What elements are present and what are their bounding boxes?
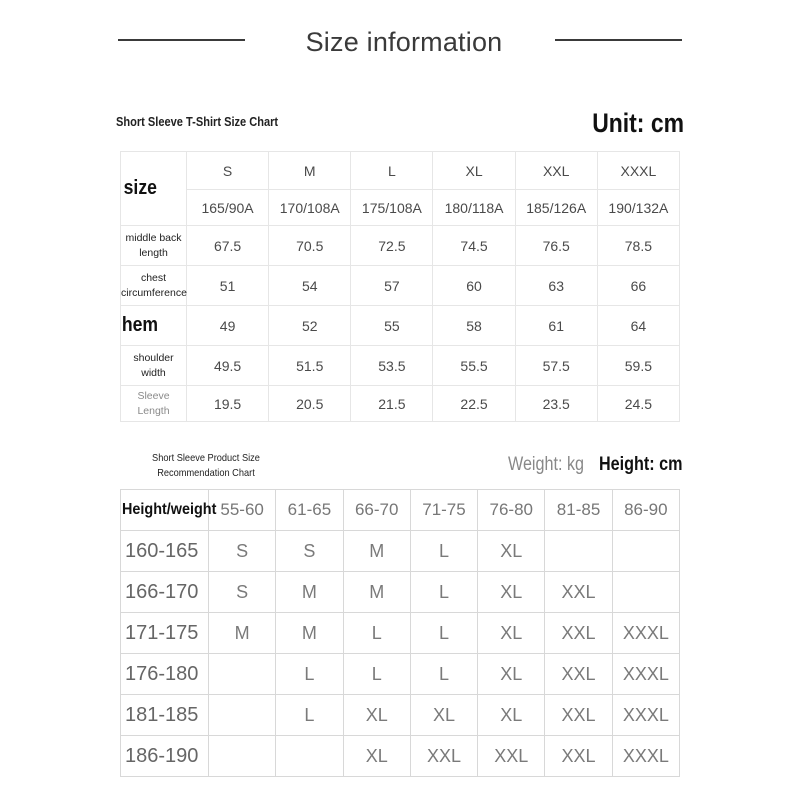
table-row xyxy=(121,654,680,695)
table-cell: L xyxy=(343,654,410,695)
table-cell: L xyxy=(276,654,343,695)
table-cell: L xyxy=(410,654,477,695)
row-label-shoulder-width: shoulder width xyxy=(121,346,187,386)
table-cell: 57 xyxy=(351,266,433,306)
weight-header-cell: 61-65 xyxy=(276,490,343,531)
table-cell: XXL xyxy=(545,654,612,695)
weight-header-cell: 86-90 xyxy=(612,490,679,531)
size-header-cell: S xyxy=(187,152,269,190)
table-cell xyxy=(209,736,276,777)
table-cell: 57.5 xyxy=(515,346,597,386)
table-row xyxy=(121,226,680,266)
table-cell: 21.5 xyxy=(351,386,433,422)
table-cell xyxy=(612,572,679,613)
table-row xyxy=(121,695,680,736)
size-code-cell: 190/132A xyxy=(597,190,679,226)
size-row-label: size xyxy=(121,152,187,226)
table-cell: 20.5 xyxy=(269,386,351,422)
row-label-sleeve-length: Sleeve Length xyxy=(121,386,187,422)
weight-unit-label: Weight: kg xyxy=(508,454,585,475)
height-unit-label: Height: cm xyxy=(599,454,683,475)
page-title: Size information xyxy=(305,27,503,57)
table-cell: 23.5 xyxy=(515,386,597,422)
size-code-cell: 185/126A xyxy=(515,190,597,226)
recommendation-header-row xyxy=(121,490,680,531)
table-cell: 60 xyxy=(433,266,515,306)
table-cell: L xyxy=(410,572,477,613)
table-cell: L xyxy=(276,695,343,736)
table-cell: 63 xyxy=(515,266,597,306)
table-cell: XL xyxy=(343,736,410,777)
table-cell: 59.5 xyxy=(597,346,679,386)
table-row xyxy=(121,386,680,422)
table-cell: 24.5 xyxy=(597,386,679,422)
table-cell: 66 xyxy=(597,266,679,306)
table-cell: 61 xyxy=(515,306,597,346)
table-cell: L xyxy=(410,613,477,654)
recommendation-caption-line1: Short Sleeve Product Size xyxy=(152,452,260,464)
table-cell: 70.5 xyxy=(269,226,351,266)
table-cell xyxy=(209,695,276,736)
table-cell: M xyxy=(343,531,410,572)
height-row-label: 176-180 xyxy=(121,654,209,695)
height-row-label: 166-170 xyxy=(121,572,209,613)
height-row-label: 181-185 xyxy=(121,695,209,736)
table-cell: 76.5 xyxy=(515,226,597,266)
table-cell: M xyxy=(209,613,276,654)
table-cell: XXL xyxy=(545,613,612,654)
table-cell: 22.5 xyxy=(433,386,515,422)
table-cell: S xyxy=(276,531,343,572)
table-cell: 19.5 xyxy=(187,386,269,422)
table-cell: XXL xyxy=(545,572,612,613)
table-row xyxy=(121,572,680,613)
height-row-label: 171-175 xyxy=(121,613,209,654)
weight-header-cell: 76-80 xyxy=(478,490,545,531)
corner-label: Height/weight xyxy=(121,490,209,531)
table-row xyxy=(121,736,680,777)
header-divider-left xyxy=(118,39,245,41)
table-cell: L xyxy=(343,613,410,654)
recommendation-table xyxy=(120,489,680,777)
table-row xyxy=(121,346,680,386)
size-header-cell: XXL xyxy=(515,152,597,190)
table-cell: XL xyxy=(410,695,477,736)
table-cell: 58 xyxy=(433,306,515,346)
table-cell: 67.5 xyxy=(187,226,269,266)
table-cell: XXXL xyxy=(612,736,679,777)
table-cell: XXXL xyxy=(612,654,679,695)
table-cell: M xyxy=(276,572,343,613)
row-label-hem: hem xyxy=(121,306,187,346)
size-chart-header-row xyxy=(121,152,680,190)
table-cell: XXXL xyxy=(612,613,679,654)
table-cell: M xyxy=(276,613,343,654)
size-header-cell: XXXL xyxy=(597,152,679,190)
table-cell: XXXL xyxy=(612,695,679,736)
size-chart-unit: Unit: cm xyxy=(592,108,684,138)
row-label-middle-back-length: middle back length xyxy=(121,226,187,266)
table-row xyxy=(121,531,680,572)
size-header-cell: XL xyxy=(433,152,515,190)
height-row-label: 160-165 xyxy=(121,531,209,572)
table-cell: 78.5 xyxy=(597,226,679,266)
table-cell: XL xyxy=(478,531,545,572)
table-cell: 55.5 xyxy=(433,346,515,386)
table-cell: XXL xyxy=(545,736,612,777)
table-cell: XXL xyxy=(410,736,477,777)
table-cell: XL xyxy=(343,695,410,736)
size-chart-caption: Short Sleeve T-Shirt Size Chart xyxy=(116,114,279,129)
recommendation-caption-line2: Recommendation Chart xyxy=(157,467,255,479)
table-cell: XL xyxy=(478,613,545,654)
size-chart-table xyxy=(120,151,680,422)
table-cell xyxy=(612,531,679,572)
table-cell: 55 xyxy=(351,306,433,346)
size-code-cell: 165/90A xyxy=(187,190,269,226)
size-code-cell: 170/108A xyxy=(269,190,351,226)
size-header-cell: L xyxy=(351,152,433,190)
table-cell: 49 xyxy=(187,306,269,346)
weight-header-cell: 71-75 xyxy=(410,490,477,531)
table-cell: 53.5 xyxy=(351,346,433,386)
table-row xyxy=(121,266,680,306)
table-cell: M xyxy=(343,572,410,613)
size-code-cell: 180/118A xyxy=(433,190,515,226)
table-row xyxy=(121,306,680,346)
weight-header-cell: 55-60 xyxy=(209,490,276,531)
weight-header-cell: 66-70 xyxy=(343,490,410,531)
size-code-row xyxy=(121,190,680,226)
weight-header-cell: 81-85 xyxy=(545,490,612,531)
size-header-cell: M xyxy=(269,152,351,190)
row-label-chest-circumference: chest circumference xyxy=(121,266,187,306)
table-cell: 54 xyxy=(269,266,351,306)
table-row xyxy=(121,613,680,654)
table-cell: 51.5 xyxy=(269,346,351,386)
table-cell: 64 xyxy=(597,306,679,346)
table-cell: XL xyxy=(478,695,545,736)
table-cell: 49.5 xyxy=(187,346,269,386)
size-code-cell: 175/108A xyxy=(351,190,433,226)
table-cell: XXL xyxy=(478,736,545,777)
table-cell: XXL xyxy=(545,695,612,736)
table-cell: XL xyxy=(478,572,545,613)
table-cell: L xyxy=(410,531,477,572)
table-cell: 74.5 xyxy=(433,226,515,266)
table-cell xyxy=(209,654,276,695)
table-cell: S xyxy=(209,531,276,572)
table-cell: 51 xyxy=(187,266,269,306)
recommendation-caption xyxy=(146,451,266,481)
table-cell xyxy=(276,736,343,777)
height-row-label: 186-190 xyxy=(121,736,209,777)
table-cell: 52 xyxy=(269,306,351,346)
table-cell: 72.5 xyxy=(351,226,433,266)
table-cell: XL xyxy=(478,654,545,695)
header-divider-right xyxy=(555,39,682,41)
table-cell xyxy=(545,531,612,572)
table-cell: S xyxy=(209,572,276,613)
